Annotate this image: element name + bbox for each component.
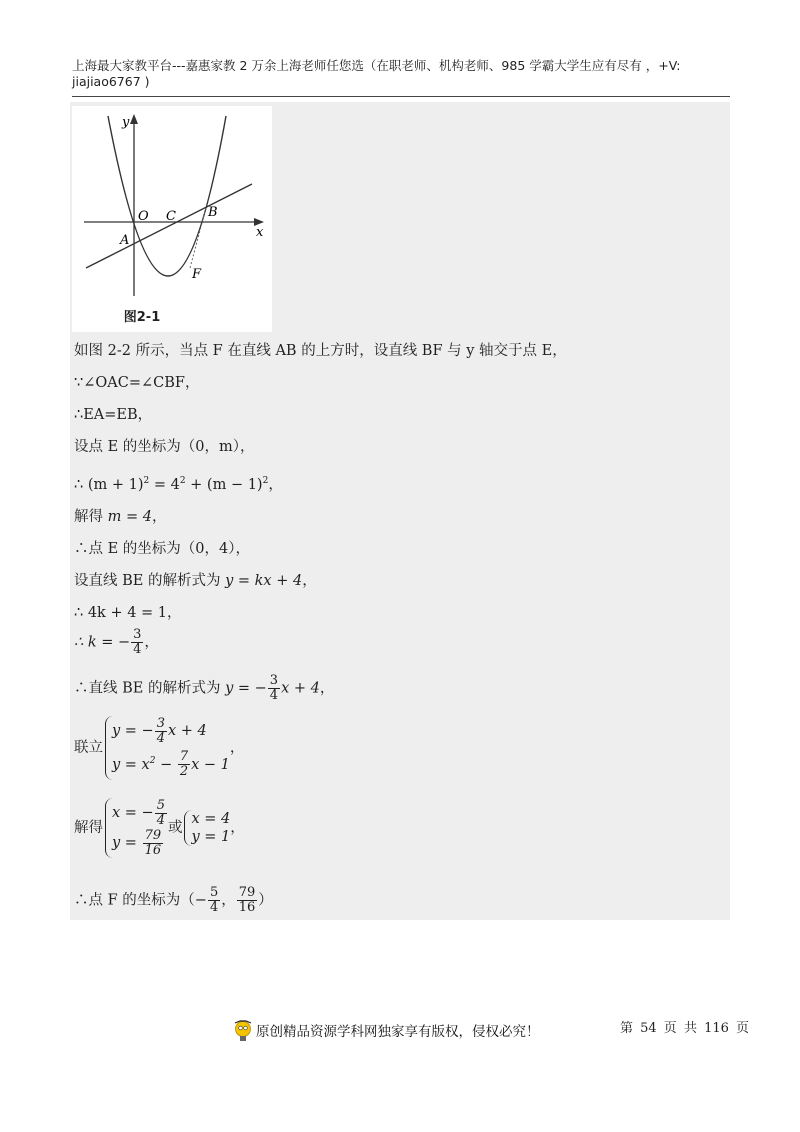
l11-b: y = − (225, 680, 267, 697)
l6-b: m = 4 (107, 509, 152, 525)
frac (208, 886, 220, 915)
frac-den: 4 (133, 642, 142, 657)
copyright-note (232, 1020, 540, 1044)
frac (143, 829, 164, 858)
frac (237, 886, 258, 915)
frac-num: 3 (269, 673, 279, 688)
solution-line-7: ∴点 E 的坐标为（0，4）， (74, 541, 251, 557)
solution-panel (70, 102, 730, 920)
l11-a: ∴直线 BE 的解析式为 (74, 680, 226, 697)
solution-line-3: ∴EA=EB， (74, 407, 153, 423)
d: 16 (144, 842, 162, 858)
sys-comma: ， (229, 739, 245, 756)
r2a: y = x (112, 756, 150, 773)
or-word: 或 (167, 820, 183, 836)
eq1-part-d: ， (268, 476, 283, 493)
n: 5 (209, 885, 219, 900)
eq1-sup-1: 2 (143, 476, 150, 486)
alt-row-2: y = 1 (191, 829, 231, 845)
solution-system (105, 798, 168, 858)
frac-den: 4 (269, 688, 279, 703)
sol-row-1 (112, 798, 168, 828)
solution-line-4: 设点 E 的坐标为（0，m）， (74, 439, 255, 455)
eq1-part-a: ∴ (m + 1) (74, 476, 144, 493)
n: 79 (238, 885, 256, 900)
solution-system-2 (74, 798, 245, 858)
solution-line-final (74, 886, 273, 915)
s1a: x = − (112, 805, 154, 821)
d: 16 (238, 900, 256, 915)
n: 79 (144, 827, 162, 843)
page-header (72, 58, 732, 90)
copyright-text: 原创精品资源学科网独家享有版权，侵权必究！ (256, 1024, 540, 1040)
frac (155, 799, 167, 828)
solution-line-6 (74, 508, 166, 526)
l14-c: ） (258, 892, 273, 909)
l11-d: ， (319, 680, 335, 697)
frac-3-4 (131, 628, 143, 657)
header-line-2: jiajiao6767 ) (72, 74, 150, 89)
frac (178, 750, 190, 779)
label-x: x (256, 225, 264, 240)
l6-a: 解得 (74, 509, 108, 525)
eq1-part-b: = 4 (149, 476, 180, 493)
label-y: y (122, 115, 130, 130)
d: 4 (156, 730, 165, 746)
figure-caption: 图2-1 (123, 310, 161, 325)
l14-a: ∴点 F 的坐标为（− (74, 892, 207, 909)
n: 7 (179, 749, 189, 765)
s2a: y = (112, 835, 142, 851)
label-c: C (166, 209, 176, 224)
solution-system-1 (74, 716, 244, 780)
label-b: B (208, 205, 218, 220)
equation-system (105, 716, 230, 780)
solution-line-11 (74, 674, 334, 703)
d: 4 (209, 900, 219, 915)
label-a: A (120, 233, 130, 248)
l8-a: 设直线 BE 的解析式为 (74, 573, 226, 589)
parabola-diagram (72, 106, 272, 332)
l11-c: x + 4 (281, 680, 320, 697)
header-rule (72, 96, 730, 97)
d: 2 (179, 764, 189, 780)
figure-2-1 (72, 106, 272, 332)
solution-line-1: 如图 2-2 所示，当点 F 在直线 AB 的上方时，设直线 BF 与 y 轴交于点 E， (74, 343, 567, 359)
label-f: F (192, 267, 202, 282)
sol-row-2 (112, 828, 168, 858)
sys-row-1 (112, 716, 230, 746)
eq1-sup-3: 2 (262, 476, 269, 486)
eq1-sup-2: 2 (179, 476, 186, 486)
l8-c: ， (302, 573, 317, 589)
n: 5 (156, 797, 165, 813)
r2b: − (155, 756, 177, 773)
solution-line-8 (74, 572, 317, 590)
r2c: x − 1 (191, 756, 230, 773)
header-line-1: 上海最大家教平台---嘉惠家教 2 万余上海老师任您选（在职老师、机构老师、985 学霸大学生应有尽有 ，+V: (72, 58, 681, 73)
sol-comma: ， (230, 820, 245, 836)
label-o: O (138, 209, 149, 224)
r1a: y = − (112, 723, 154, 739)
l10-a: ∴ k = − (74, 634, 131, 651)
l10-c: ， (144, 634, 159, 651)
l14-b: ， (221, 892, 236, 909)
l6-c: ， (151, 509, 167, 525)
alt-row-1: x = 4 (191, 811, 231, 827)
sys-row-2 (112, 746, 230, 780)
d: 4 (156, 812, 165, 828)
frac (155, 717, 167, 746)
lightbulb-mascot-icon (232, 1020, 254, 1044)
n: 3 (156, 715, 165, 731)
solution-system-alt (184, 810, 230, 846)
frac-num: 3 (133, 627, 142, 642)
page-number: 第 54 页 共 116 页 (620, 1021, 750, 1036)
r1b: x + 4 (168, 723, 207, 739)
l12-label: 联立 (74, 739, 103, 756)
solution-line-2: ∵∠OAC=∠CBF， (74, 375, 200, 391)
solution-line-10 (74, 628, 159, 657)
frac-3-4-b (268, 674, 280, 703)
l13-label: 解得 (74, 820, 103, 836)
solution-equation-1 (74, 472, 283, 494)
r2sup: 2 (149, 756, 156, 766)
l8-b: y = kx + 4 (225, 573, 303, 589)
eq1-part-c: + (m − 1) (185, 476, 263, 493)
solution-line-9: ∴ 4k + 4 = 1， (74, 605, 182, 621)
